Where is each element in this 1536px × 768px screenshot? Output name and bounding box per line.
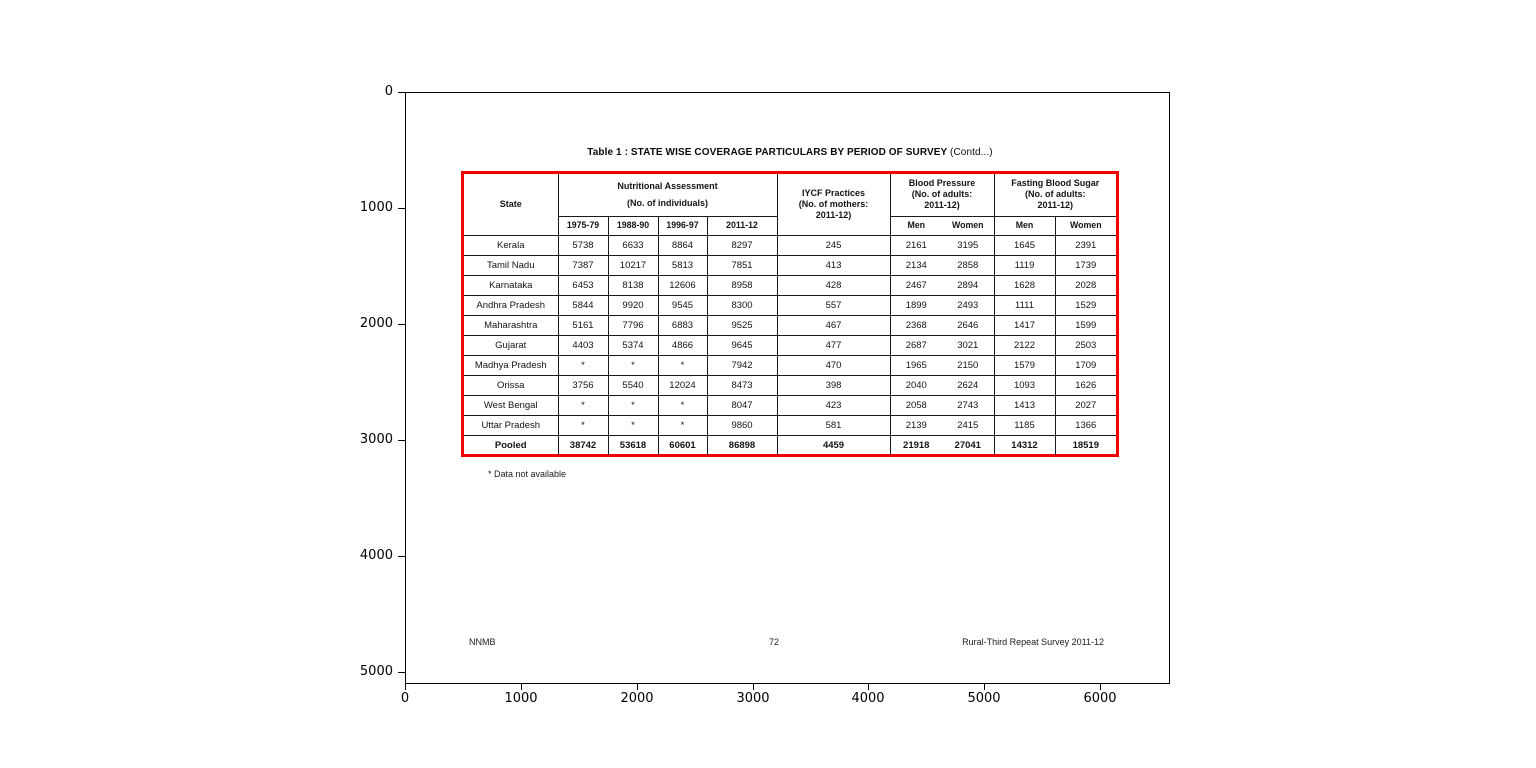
x-tick-label: 0: [400, 691, 410, 706]
value-cell: 1366: [1055, 415, 1116, 435]
header-year-1988-90: 1988-90: [608, 216, 658, 235]
value-cell: 5813: [658, 255, 707, 275]
y-tick-mark: [398, 208, 405, 209]
x-tick-label: 6000: [1083, 691, 1117, 706]
table-row: [464, 275, 1116, 295]
value-cell: 8473: [707, 375, 777, 395]
value-cell: 27041: [942, 435, 994, 455]
value-cell: 1413: [994, 395, 1055, 415]
header-year-2011-12: 2011-12: [707, 216, 777, 235]
x-tick-mark: [753, 683, 754, 690]
header-iycf: [777, 174, 890, 235]
state-cell: Gujarat: [464, 335, 558, 355]
value-cell: 1965: [890, 355, 942, 375]
value-cell: 2493: [942, 295, 994, 315]
header-iycf-line1: IYCF Practices: [802, 187, 866, 198]
value-cell: 4866: [658, 335, 707, 355]
y-tick-mark: [398, 324, 405, 325]
x-tick-label: 4000: [851, 691, 885, 706]
value-cell: 1111: [994, 295, 1055, 315]
value-cell: 38742: [558, 435, 608, 455]
table-row: [464, 315, 1116, 335]
x-tick-mark: [1100, 683, 1101, 690]
header-fbs-line3: 2011-12): [1037, 200, 1074, 211]
state-cell: Maharashtra: [464, 315, 558, 335]
value-cell: 7796: [608, 315, 658, 335]
value-cell: 1899: [890, 295, 942, 315]
header-fbs-women: Women: [1055, 216, 1116, 235]
value-cell: 9920: [608, 295, 658, 315]
state-cell: Orissa: [464, 375, 558, 395]
value-cell: 2161: [890, 235, 942, 255]
value-cell: *: [608, 355, 658, 375]
value-cell: 2139: [890, 415, 942, 435]
footer-page-number: 72: [768, 637, 779, 647]
value-cell: 2058: [890, 395, 942, 415]
value-cell: 1739: [1055, 255, 1116, 275]
coverage-table: [461, 171, 1119, 457]
state-cell: Madhya Pradesh: [464, 355, 558, 375]
header-fbs-line1: Fasting Blood Sugar: [1011, 178, 1100, 189]
value-cell: 10217: [608, 255, 658, 275]
header-fbs-men: Men: [994, 216, 1055, 235]
header-bp-line1: Blood Pressure: [908, 178, 976, 189]
table-row: [464, 355, 1116, 375]
x-tick-label: 1000: [504, 691, 538, 706]
x-tick-label: 3000: [736, 691, 770, 706]
value-cell: 60601: [658, 435, 707, 455]
value-cell: 6453: [558, 275, 608, 295]
header-bp-line2: (No. of adults:: [911, 189, 973, 200]
x-tick-mark: [984, 683, 985, 690]
value-cell: 467: [777, 315, 890, 335]
value-cell: 3195: [942, 235, 994, 255]
value-cell: 2624: [942, 375, 994, 395]
x-tick-label: 5000: [967, 691, 1001, 706]
footer-survey-name: Rural-Third Repeat Survey 2011-12: [962, 637, 1104, 647]
value-cell: 557: [777, 295, 890, 315]
value-cell: 2687: [890, 335, 942, 355]
table-row: [464, 395, 1116, 415]
value-cell: 1599: [1055, 315, 1116, 335]
y-tick-mark: [398, 440, 405, 441]
value-cell: 2134: [890, 255, 942, 275]
value-cell: 2415: [942, 415, 994, 435]
value-cell: 2503: [1055, 335, 1116, 355]
table-row: [464, 435, 1116, 455]
state-cell: Pooled: [464, 435, 558, 455]
value-cell: 2743: [942, 395, 994, 415]
table-header: [464, 174, 1116, 235]
value-cell: 1645: [994, 235, 1055, 255]
header-bp-women: Women: [942, 216, 994, 235]
value-cell: 2028: [1055, 275, 1116, 295]
value-cell: 6883: [658, 315, 707, 335]
value-cell: 7942: [707, 355, 777, 375]
value-cell: 8138: [608, 275, 658, 295]
state-cell: Uttar Pradesh: [464, 415, 558, 435]
header-bp-line3: 2011-12): [924, 200, 960, 211]
value-cell: 1185: [994, 415, 1055, 435]
value-cell: 3756: [558, 375, 608, 395]
x-tick-mark: [405, 683, 406, 690]
table-row: [464, 375, 1116, 395]
value-cell: 2894: [942, 275, 994, 295]
x-tick-mark: [868, 683, 869, 690]
value-cell: 7387: [558, 255, 608, 275]
footer-nnmb: NNMB: [469, 637, 496, 647]
table-row: [464, 415, 1116, 435]
value-cell: 3021: [942, 335, 994, 355]
value-cell: 245: [777, 235, 890, 255]
value-cell: 1628: [994, 275, 1055, 295]
value-cell: 21918: [890, 435, 942, 455]
value-cell: 1529: [1055, 295, 1116, 315]
plot-area: [405, 92, 1170, 684]
value-cell: 1119: [994, 255, 1055, 275]
value-cell: *: [658, 415, 707, 435]
value-cell: 8300: [707, 295, 777, 315]
value-cell: 581: [777, 415, 890, 435]
x-tick-mark: [637, 683, 638, 690]
y-tick-label: 5000: [359, 664, 393, 679]
value-cell: 413: [777, 255, 890, 275]
value-cell: 14312: [994, 435, 1055, 455]
table-row: [464, 335, 1116, 355]
state-cell: Tamil Nadu: [464, 255, 558, 275]
value-cell: 8297: [707, 235, 777, 255]
value-cell: *: [658, 355, 707, 375]
value-cell: 5844: [558, 295, 608, 315]
value-cell: 5738: [558, 235, 608, 255]
value-cell: 470: [777, 355, 890, 375]
state-cell: West Bengal: [464, 395, 558, 415]
value-cell: 8958: [707, 275, 777, 295]
header-blood-pressure: [890, 174, 994, 216]
value-cell: 2391: [1055, 235, 1116, 255]
table-row: [464, 235, 1116, 255]
table-title-text: Table 1 : STATE WISE COVERAGE PARTICULARS BY PERIOD OF SURVEY: [587, 147, 948, 158]
value-cell: 12024: [658, 375, 707, 395]
value-cell: 9860: [707, 415, 777, 435]
value-cell: 2646: [942, 315, 994, 335]
value-cell: 5374: [608, 335, 658, 355]
value-cell: 477: [777, 335, 890, 355]
header-fasting-blood-sugar: [994, 174, 1116, 216]
value-cell: 7851: [707, 255, 777, 275]
value-cell: 1417: [994, 315, 1055, 335]
value-cell: 9645: [707, 335, 777, 355]
y-tick-label: 0: [384, 84, 393, 99]
y-tick-label: 3000: [359, 432, 393, 447]
header-nut-line1: Nutritional Assessment: [617, 180, 718, 191]
table-body: [464, 235, 1116, 455]
value-cell: 1626: [1055, 375, 1116, 395]
header-year-1996-97: 1996-97: [658, 216, 707, 235]
value-cell: 4403: [558, 335, 608, 355]
value-cell: *: [658, 395, 707, 415]
value-cell: 86898: [707, 435, 777, 455]
header-iycf-line2: (No. of mothers:: [798, 198, 869, 209]
state-cell: Kerala: [464, 235, 558, 255]
value-cell: 2467: [890, 275, 942, 295]
value-cell: 18519: [1055, 435, 1116, 455]
value-cell: 1709: [1055, 355, 1116, 375]
header-fbs-line2: (No. of adults:: [1025, 189, 1086, 200]
value-cell: *: [558, 355, 608, 375]
value-cell: *: [608, 415, 658, 435]
value-cell: 6633: [608, 235, 658, 255]
state-cell: Andhra Pradesh: [464, 295, 558, 315]
y-tick-mark: [398, 556, 405, 557]
value-cell: 8864: [658, 235, 707, 255]
value-cell: 2150: [942, 355, 994, 375]
value-cell: 4459: [777, 435, 890, 455]
value-cell: 2040: [890, 375, 942, 395]
header-nutritional-assessment: [558, 174, 777, 216]
table-row: [464, 255, 1116, 275]
header-nut-line2: (No. of individuals): [627, 197, 708, 208]
y-tick-label: 1000: [359, 200, 393, 215]
x-tick-label: 2000: [620, 691, 654, 706]
value-cell: 12606: [658, 275, 707, 295]
y-tick-mark: [398, 92, 405, 93]
value-cell: 1093: [994, 375, 1055, 395]
value-cell: 423: [777, 395, 890, 415]
value-cell: *: [558, 395, 608, 415]
value-cell: 398: [777, 375, 890, 395]
header-state: State: [464, 174, 558, 235]
value-cell: 53618: [608, 435, 658, 455]
header-bp-men: Men: [890, 216, 942, 235]
header-iycf-line3: 2011-12): [815, 209, 852, 220]
value-cell: 2368: [890, 315, 942, 335]
value-cell: 428: [777, 275, 890, 295]
value-cell: 2858: [942, 255, 994, 275]
data-not-available-note: * Data not available: [488, 469, 567, 479]
table-title: [461, 147, 1119, 158]
value-cell: 1579: [994, 355, 1055, 375]
y-tick-label: 2000: [359, 316, 393, 331]
value-cell: *: [608, 395, 658, 415]
value-cell: *: [558, 415, 608, 435]
table-row: [464, 295, 1116, 315]
x-tick-mark: [521, 683, 522, 690]
table-title-contd: (Contd...): [950, 147, 993, 158]
header-year-1975-79: 1975-79: [558, 216, 608, 235]
value-cell: 5540: [608, 375, 658, 395]
state-cell: Karnataka: [464, 275, 558, 295]
y-tick-label: 4000: [359, 548, 393, 563]
value-cell: 2027: [1055, 395, 1116, 415]
value-cell: 9525: [707, 315, 777, 335]
value-cell: 5161: [558, 315, 608, 335]
value-cell: 8047: [707, 395, 777, 415]
value-cell: 2122: [994, 335, 1055, 355]
value-cell: 9545: [658, 295, 707, 315]
y-tick-mark: [398, 672, 405, 673]
